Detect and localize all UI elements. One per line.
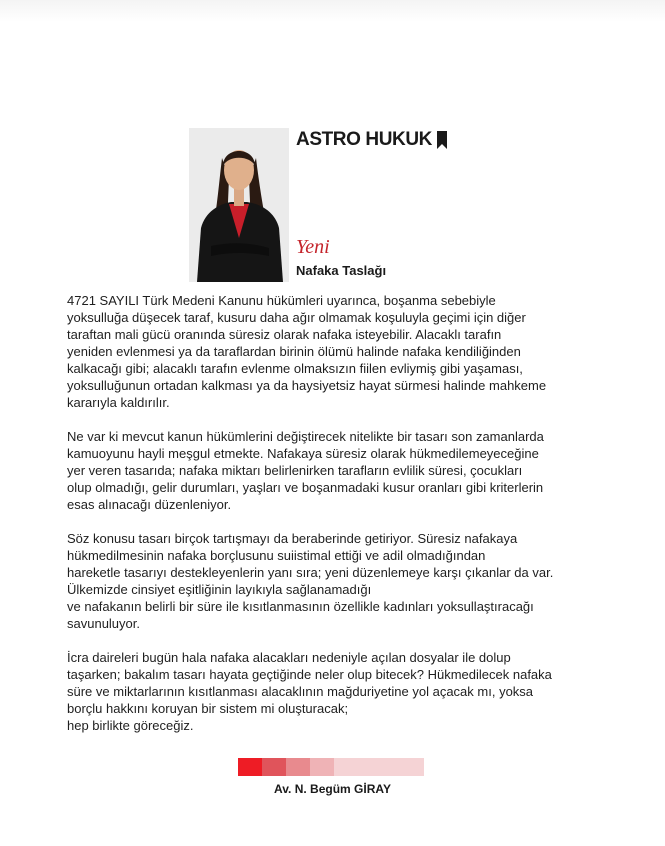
bookmark-icon [437,131,447,149]
text-line: kalkacağı gibi; alacaklı tarafın evlenme olmaksızın fiilen evliymiş gibi yaşaması, [67,361,523,376]
article-body [67,292,607,751]
paragraph-4 [67,649,607,734]
color-segment [310,758,334,776]
text-line: hareketle tasarıyı destekleyenlerin yanı sıra; yeni düzenlemeye karşı çıkanlar da var. [67,565,554,580]
text-line: borçlu hakkını koruyan bir sistem mi oluşturacak; [67,701,349,716]
portrait-illustration [189,128,289,282]
text-line: savunuluyor. [67,616,140,631]
color-segment [286,758,310,776]
text-line: taşarken; bakalım tasarı hayata geçtiğinde neler olup bitecek? Hükmedilecek nafaka [67,667,552,682]
text-line: Söz konusu tasarı birçok tartışmayı da beraberinde getiriyor. Süresiz nafakaya [67,531,518,546]
text-line: yeniden evlenmesi ya da taraflardan birinin ölümü halinde nafaka kendiliğinden [67,344,521,359]
text-line: esas alınacağı düzenleniyor. [67,497,232,512]
color-segment [238,758,262,776]
author-name: Av. N. Begüm GİRAY [274,782,391,796]
text-line: yoksulluğa düşecek taraf, kusuru daha ağır olmamak koşuluyla geçimi için diğer [67,310,526,325]
text-line: hükmedilmesinin nafaka borçlusunu suiistimal ettiği ve adil olmadığından [67,548,486,563]
article-title: Nafaka Taslağı [296,263,387,278]
text-line: süre ve miktarlarının kısıtlanması alacaklının mağduriyetine yol açacak mı, yoksa [67,684,534,699]
brand-name: ASTRO HUKUK [296,129,432,150]
brand-header [296,129,447,151]
paragraph-1 [67,292,607,411]
color-bar [238,758,424,776]
text-line: yoksulluğunun ortadan kalkması ya da haysiyetsiz hayat sürmesi halinde mahkeme [67,378,547,393]
paragraph-3 [67,530,607,632]
text-line: ve nafakanın belirli bir süre ile kısıtlanmasının özellikle kadınları yoksullaştıracağı [67,599,534,614]
text-line: İcra daireleri bugün hala nafaka alacakları nedeniyle açılan dosyalar ile dolup [67,650,511,665]
text-line: taraftan mali gücü oranında süresiz olarak nafaka isteyebilir. Alacaklı tarafın [67,327,502,342]
text-line: 4721 SAYILI Türk Medeni Kanunu hükümleri uyarınca, boşanma sebebiyle [67,293,496,308]
color-segment [334,758,424,776]
author-photo [189,128,289,282]
text-line: olup olmadığı, gelir durumları, yaşları ve boşanmadaki kusur oranları gibi kriterlerin [67,480,544,495]
text-line: kamuoyunu hayli meşgul etmekte. Nafakaya süresiz olarak hükmedilemeyeceğine [67,446,539,461]
text-line: Ne var ki mevcut kanun hükümlerini değiştirecek nitelikte bir tasarı son zamanlarda [67,429,544,444]
heading-accent: Yeni [296,236,330,258]
paragraph-2 [67,428,607,513]
text-line: Ülkemizde cinsiyet eşitliğinin layıkıyla sağlanamadığı [67,582,372,597]
text-line: hep birlikte göreceğiz. [67,718,194,733]
top-shade-band [0,0,665,22]
color-segment [262,758,286,776]
text-line: yer veren tasarıda; nafaka miktarı belirlenirken tarafların evlilik süresi, çocukları [67,463,523,478]
text-line: kararıyla kaldırılır. [67,395,170,410]
